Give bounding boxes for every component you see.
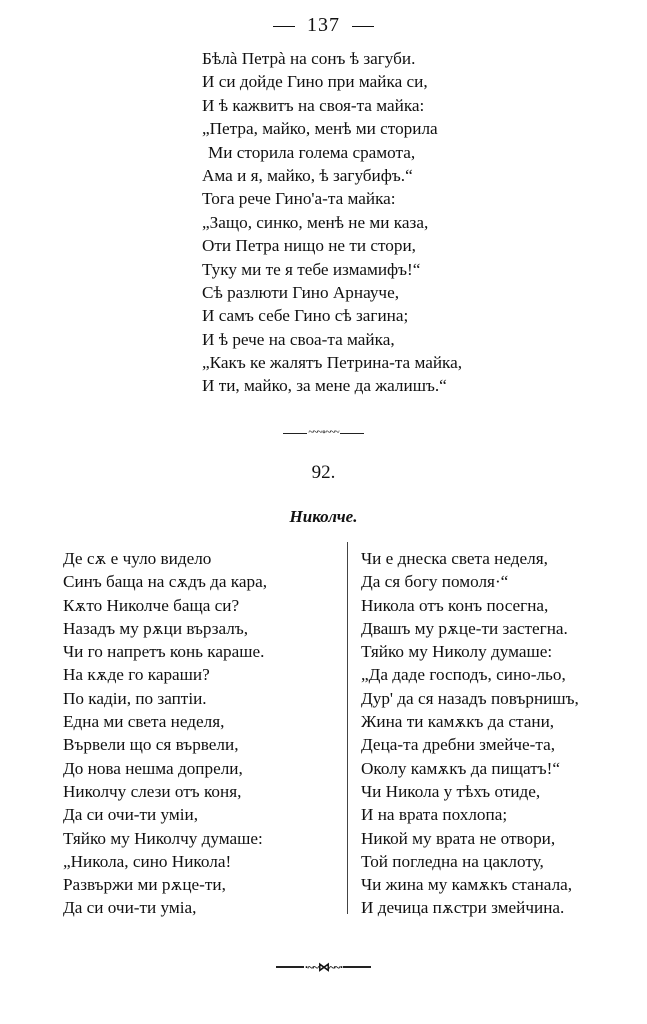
ornament-flourish: ~~~∘~~~ <box>308 427 339 439</box>
ornament-rule-left <box>283 433 307 434</box>
header-dash-left <box>273 26 295 27</box>
poem-line: И ѣ рече на своа-та майка, <box>202 329 395 349</box>
header-dash-right <box>352 26 374 27</box>
verse-line: Да ся богу помоля·“ <box>361 572 509 592</box>
verse-line: На кѫде го караши? <box>63 665 210 685</box>
verse-line: Николчу слези отъ коня, <box>63 781 242 801</box>
verse-line: Чи е днеска света неделя, <box>361 549 548 568</box>
verse-line: Да си очи-ти умiи, <box>63 805 199 825</box>
verse-line: Тяйко му Николу думаше: <box>361 642 553 662</box>
verse-line: Двашъ му рѫце-ти застегна. <box>361 618 568 638</box>
poem-line: Бѣлà Петрà на сонъ ѣ загуби. <box>202 49 416 68</box>
poem-line: Оти Петра нищо не ти стори, <box>202 236 416 256</box>
song-left-column <box>63 547 333 920</box>
verse-line: Вървели що ся вървели, <box>63 735 239 755</box>
poem-line: Сѣ разлюти Гино Арнауче, <box>202 282 399 302</box>
poem-line: И ти, майко, за мене да жалишъ.“ <box>202 376 447 396</box>
verse-line: Да си очи-ти умiа, <box>63 898 197 918</box>
verse-line: Синъ баща на сѫдъ да кара, <box>63 572 268 592</box>
page-header <box>0 14 647 37</box>
verse-line: До нова нешма допрели, <box>63 758 243 778</box>
ornament-rule-left <box>276 966 304 968</box>
end-ornament <box>0 960 647 973</box>
ornament-flourish: ·~~⋈~~· <box>304 960 343 975</box>
ornament-rule-right <box>343 966 371 968</box>
verse-line: „Да даде господъ, сино-льо, <box>361 665 566 685</box>
verse-line: Околу камѫкъ да пищатъ!“ <box>361 758 560 778</box>
verse-line: Тяйко му Николчу думаше: <box>63 828 263 848</box>
verse-line: Чи Никола у тѣхъ отиде, <box>361 781 541 801</box>
verse-line: Чи жина му камѫкъ станала, <box>361 875 573 895</box>
poem-line: И си дойде Гино при майка си, <box>202 72 428 92</box>
verse-line: Де сѫ е чуло видело <box>63 549 212 568</box>
verse-line: И дечица пѫстри змейчина. <box>361 898 565 918</box>
section-divider-ornament <box>0 426 647 439</box>
poem-line: Ама и я, майко, ѣ загубифъ.“ <box>202 165 413 185</box>
poem-line: Ми сторила голема срамота, <box>208 142 416 162</box>
verse-line: И на врата похлопа; <box>361 805 508 825</box>
poem-line: Тога рече Гино'а-та майка: <box>202 189 396 209</box>
poem-line: „Какъ ке жалятъ Петрина-та майка, <box>202 353 463 373</box>
poem-line: И самъ себе Гино сѣ загина; <box>202 306 409 326</box>
poem-continuation <box>202 47 522 398</box>
verse-line: Той погледна на цаклоту, <box>361 851 544 871</box>
verse-line: Жина ти камѫкъ да стани, <box>361 712 555 732</box>
verse-line: Развържи ми рѫце-ти, <box>63 875 226 895</box>
poem-line: „Петра, майко, менѣ ми сторила <box>202 119 438 139</box>
verse-line: Чи го напретъ конь караше. <box>63 642 265 662</box>
poem-line: „Защо, синко, менѣ не ми каза, <box>202 212 429 232</box>
song-number: 92. <box>311 462 336 483</box>
page-number: 137 <box>307 14 340 36</box>
song-right-column <box>361 547 631 920</box>
column-divider <box>347 542 348 914</box>
verse-line: Никола отъ конъ посегна, <box>361 595 549 615</box>
verse-line: Една ми света неделя, <box>63 712 225 732</box>
ornament-rule-right <box>340 433 364 434</box>
song-title: Николче. <box>289 507 358 526</box>
verse-line: Дур' да ся назадъ повърнишъ, <box>361 688 579 708</box>
verse-line: По кадiи, по заптiи. <box>63 688 207 708</box>
verse-line: „Никола, сино Никола! <box>63 851 232 871</box>
verse-line: Назадъ му рѫци вързалъ, <box>63 618 249 638</box>
verse-line: Никой му врата не отвори, <box>361 828 556 848</box>
verse-line: Кѫто Николче баща си? <box>63 595 240 615</box>
poem-line: И ѣ кажвитъ на своя-та майка: <box>202 95 425 115</box>
poem-line: Туку ми те я тебе измамифъ!“ <box>202 259 421 279</box>
verse-line: Деца-та дребни змейче-та, <box>361 735 556 755</box>
